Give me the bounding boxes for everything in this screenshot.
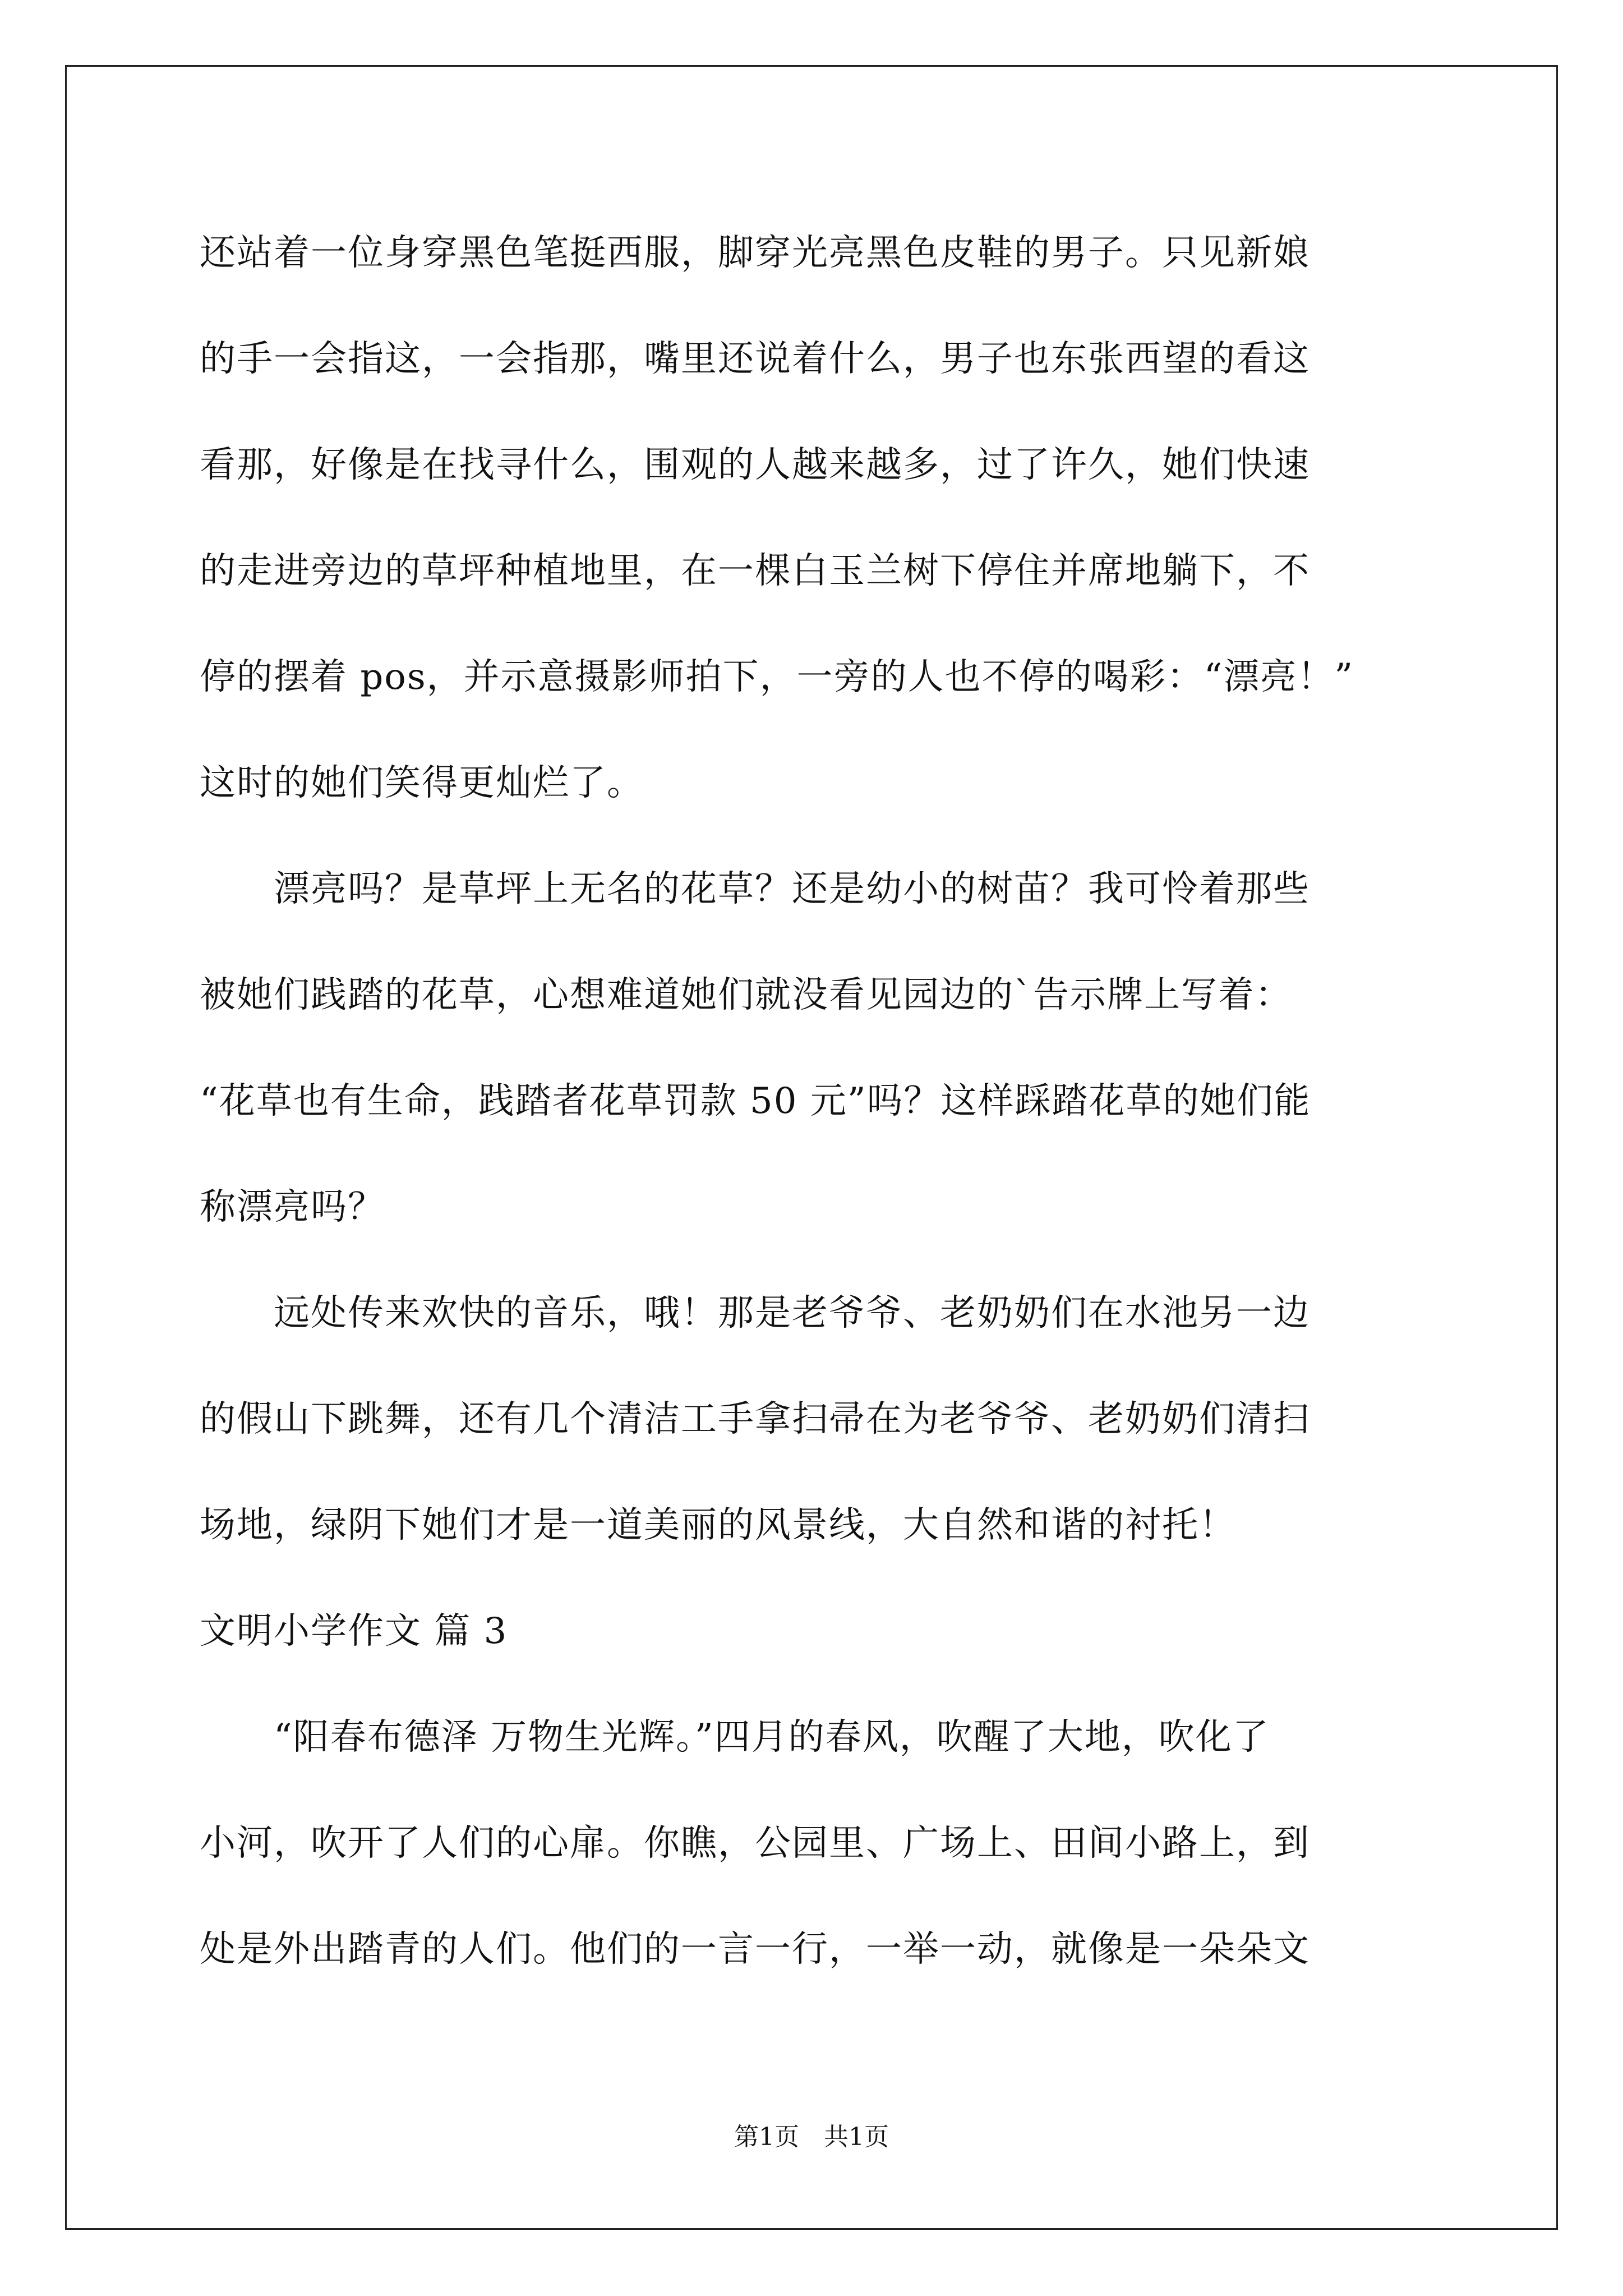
paragraph-line: 这时的她们笑得更灿烂了。 <box>200 762 644 804</box>
paragraph-line: 停的摆着 pos，并示意摄影师拍下，一旁的人也不停的喝彩：“漂亮！” <box>200 656 1354 698</box>
paragraph-line: “花草也有生命，践踏者花草罚款 50 元”吗？这样踩踏花草的她们能 <box>200 1080 1311 1122</box>
section-heading: 文明小学作文 篇 3 <box>200 1611 508 1652</box>
paragraph-line: 还站着一位身穿黑色笔挺西服，脚穿光亮黑色皮鞋的男子。只见新娘 <box>200 232 1310 274</box>
paragraph-line: “阳春布德泽 万物生光辉。”四月的春风，吹醒了大地，吹化了 <box>200 1717 1270 1758</box>
paragraph-line: 看那，好像是在找寻什么，围观的人越来越多，过了许久，她们快速 <box>200 444 1310 486</box>
paragraph-line: 的手一会指这，一会指那，嘴里还说着什么，男子也东张西望的看这 <box>200 338 1310 380</box>
paragraph-line: 称漂亮吗？ <box>200 1186 385 1228</box>
paragraph-line: 远处传来欢快的音乐，哦！那是老爷爷、老奶奶们在水池另一边 <box>200 1292 1310 1334</box>
page-footer: 第1页 共1页 <box>734 2123 889 2151</box>
paragraph-line: 的假山下跳舞，还有几个清洁工手拿扫帚在为老爷爷、老奶奶们清扫 <box>200 1398 1310 1440</box>
paragraph-line: 场地，绿阴下她们才是一道美丽的风景线，大自然和谐的衬托！ <box>200 1504 1236 1546</box>
page-border <box>65 65 1558 2230</box>
paragraph-line: 被她们践踏的花草，心想难道她们就没看见园边的`告示牌上写着： <box>200 974 1292 1016</box>
paragraph-line: 小河，吹开了人们的心扉。你瞧，公园里、广场上、田间小路上，到 <box>200 1823 1310 1864</box>
paragraph-line: 处是外出踏青的人们。他们的一言一行，一举一动，就像是一朵朵文 <box>200 1929 1310 1970</box>
paragraph-line: 漂亮吗？是草坪上无名的花草？还是幼小的树苗？我可怜着那些 <box>200 868 1310 910</box>
paragraph-line: 的走进旁边的草坪种植地里，在一棵白玉兰树下停住并席地躺下，不 <box>200 550 1310 592</box>
